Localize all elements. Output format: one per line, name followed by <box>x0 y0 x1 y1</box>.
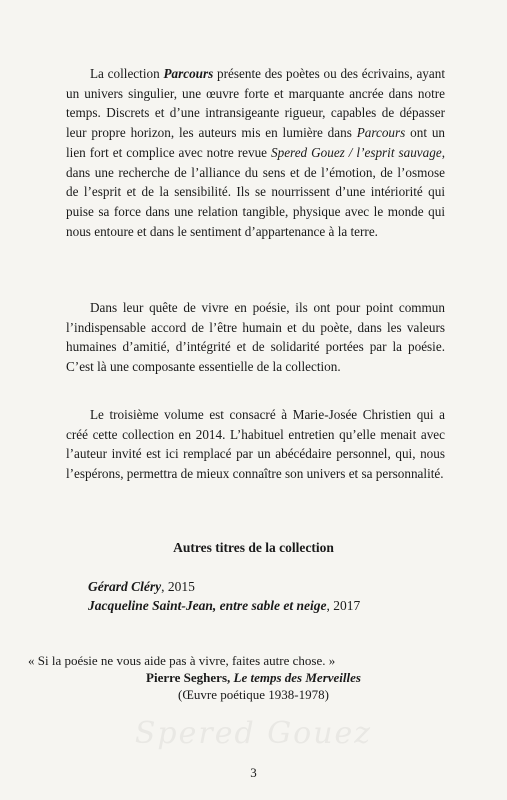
text-run: , dans une recherche de l’alliance du sens et de l’émotion, de l’osmose de l’esprit et de la sensibilité. Ils se nourrissent d’une intériorité qui puise sa force dans une relation tangible, physique avec le monde qui nous entoure et dans le sentiment d’appartenance à la terre. <box>66 144 445 239</box>
watermark-logo: Spered Gouez <box>134 716 373 751</box>
values-paragraph: Dans leur quête de vivre en poésie, ils ont pour point commun l’indispensable accord de l’être humain et du poète, dans les valeurs humaines d’amitié, d’intégrité et de solidarité portées par la poésie. C’est là une composante essentielle de la collection. <box>66 300 445 375</box>
list-item <box>88 596 360 615</box>
collection-name: Parcours <box>356 125 406 141</box>
volume-paragraph: Le troisième volume est consacré à Marie-Josée Christien qui a créé cette collection en 2014. L’habituel entretien qu’elle menait avec l’auteur invité est ici remplacé par un abécédaire personnel, qui, nous l’espérons, permettra de mieux connaître son univers et sa personnalité. <box>66 407 445 482</box>
journal-name: Spered Gouez / l’esprit sauvage <box>271 144 442 160</box>
intro-paragraph <box>66 64 445 241</box>
book-title: Gérard Cléry <box>88 579 162 594</box>
text-run: ont un lien fort et complice avec notre revue <box>66 125 446 160</box>
quote-author: Pierre Seghers, <box>146 670 234 685</box>
book-year: , 2017 <box>326 598 361 613</box>
text-run: La collection <box>90 66 164 81</box>
list-item <box>88 577 360 596</box>
quote-text: « Si la poésie ne vous aide pas à vivre, faites autre chose. » <box>28 653 336 668</box>
page-number: 3 <box>250 765 257 780</box>
quote-work: Le temps des Merveilles <box>233 670 361 685</box>
other-titles-heading: Autres titres de la collection <box>173 540 334 555</box>
epigraph-quote <box>0 652 507 703</box>
quote-source: (Œuvre poétique 1938-1978) <box>178 687 329 702</box>
book-year: , 2015 <box>161 579 195 594</box>
collection-name: Parcours <box>163 66 214 81</box>
other-titles-list <box>88 577 360 615</box>
text-run: présente des poètes ou des écrivains, ayant un univers singulier, une œuvre forte et marquante ancrée dans notre temps. Discrets et d’une intransigeante rigueur, capables de dépasser leur propre horizon, les auteurs mis en lumière dans <box>66 66 446 141</box>
book-title: Jacqueline Saint-Jean, entre sable et neige <box>88 598 327 613</box>
quote-attribution <box>0 669 507 686</box>
